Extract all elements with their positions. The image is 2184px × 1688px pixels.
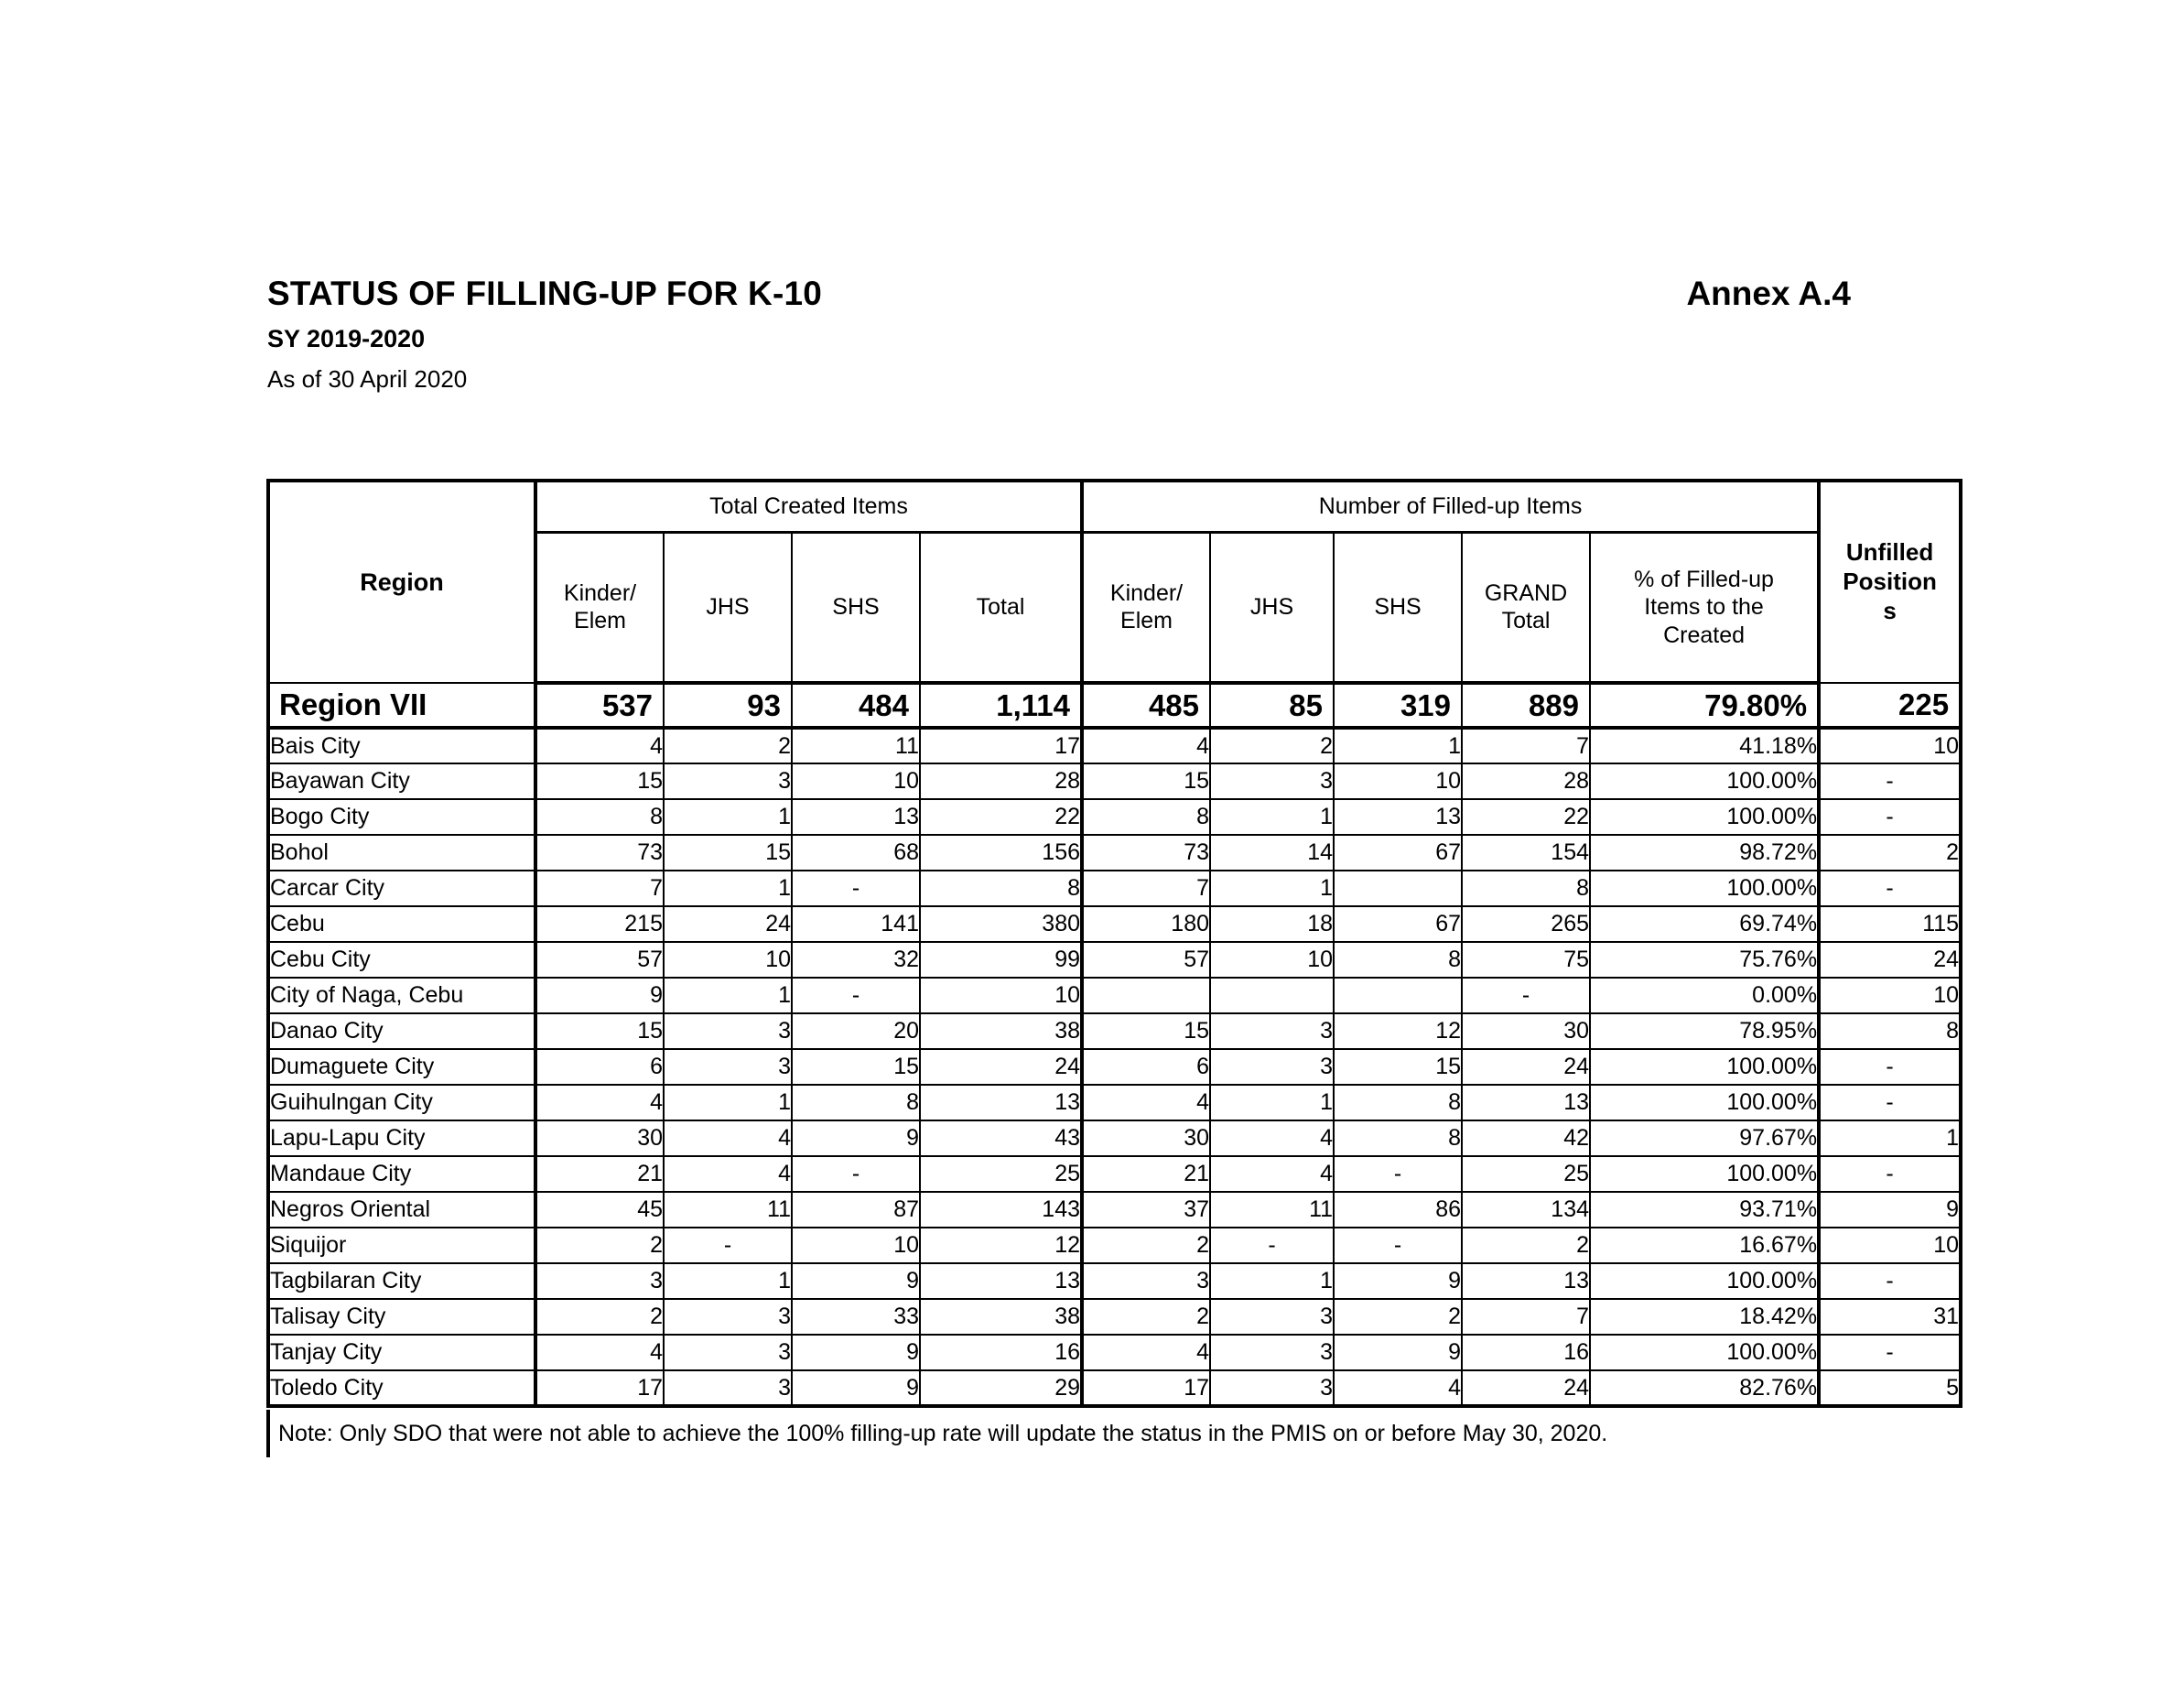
cell-unfilled: 31 <box>1819 1299 1961 1335</box>
unfilled-line-3: s <box>1883 596 1897 624</box>
header-filled-shs: SHS <box>1334 532 1462 683</box>
cell-grand-total: - <box>1462 978 1590 1013</box>
cell-created-kinder: 2 <box>535 1299 664 1335</box>
created-kinder-line-2: Elem <box>574 608 626 634</box>
table-row <box>268 871 1961 906</box>
cell-filled-shs: 1 <box>1334 728 1462 763</box>
table-row-region-label: Mandaue City <box>268 1156 535 1192</box>
cell-created-kinder: 4 <box>535 1085 664 1120</box>
cell-filled-shs: 13 <box>1334 799 1462 835</box>
table-row <box>268 978 1961 1013</box>
created-kinder-line-1: Kinder/ <box>563 579 637 606</box>
cell-created-shs: 13 <box>792 799 920 835</box>
cell-grand-total: 7 <box>1462 728 1590 763</box>
page-title: STATUS OF FILLING-UP FOR K-10 <box>267 275 823 312</box>
cell-created-kinder: 7 <box>535 871 664 906</box>
cell-unfilled: 24 <box>1819 942 1961 978</box>
cell-unfilled: 2 <box>1819 835 1961 871</box>
cell-percent: 100.00% <box>1590 763 1819 799</box>
cell-filled-jhs: 1 <box>1210 1085 1334 1120</box>
region-total-percent: 79.80% <box>1590 683 1819 728</box>
table-row <box>268 1120 1961 1156</box>
cell-created-total: 17 <box>920 728 1082 763</box>
cell-percent: 18.42% <box>1590 1299 1819 1335</box>
cell-filled-jhs: 3 <box>1210 1335 1334 1370</box>
cell-created-kinder: 3 <box>535 1263 664 1299</box>
cell-filled-kinder: 15 <box>1082 1013 1210 1049</box>
table-row-region-label: Toledo City <box>268 1370 535 1406</box>
cell-created-total: 38 <box>920 1299 1082 1335</box>
cell-filled-jhs: 3 <box>1210 1370 1334 1406</box>
cell-unfilled: 10 <box>1819 1228 1961 1263</box>
cell-filled-jhs <box>1210 978 1334 1013</box>
cell-percent: 100.00% <box>1590 1335 1819 1370</box>
cell-created-shs: - <box>792 1156 920 1192</box>
cell-unfilled: 9 <box>1819 1192 1961 1228</box>
region-total-filled-jhs: 85 <box>1210 683 1334 728</box>
cell-grand-total: 25 <box>1462 1156 1590 1192</box>
table-row <box>268 906 1961 942</box>
school-year-label: SY 2019-2020 <box>267 325 426 352</box>
table-row <box>268 763 1961 799</box>
region-total-created-total: 1,114 <box>920 683 1082 728</box>
table-row <box>268 1156 1961 1192</box>
cell-filled-shs: 67 <box>1334 906 1462 942</box>
table-row-region-label: Lapu-Lapu City <box>268 1120 535 1156</box>
table-row-region-total <box>268 683 1961 728</box>
cell-percent: 100.00% <box>1590 799 1819 835</box>
header-group-filled-up: Number of Filled-up Items <box>1082 481 1819 532</box>
cell-grand-total: 16 <box>1462 1335 1590 1370</box>
cell-created-jhs: 1 <box>664 978 792 1013</box>
pct-line-1: % of Filled-up <box>1634 566 1774 592</box>
cell-created-kinder: 15 <box>535 763 664 799</box>
table-row <box>268 1228 1961 1263</box>
table-row-region-label: Bais City <box>268 728 535 763</box>
cell-filled-kinder: 2 <box>1082 1228 1210 1263</box>
cell-percent: 97.67% <box>1590 1120 1819 1156</box>
table-row-region-label: Bohol <box>268 835 535 871</box>
cell-filled-kinder: 4 <box>1082 1335 1210 1370</box>
table-row-region-label: Tanjay City <box>268 1335 535 1370</box>
cell-filled-kinder: 180 <box>1082 906 1210 942</box>
cell-unfilled: 115 <box>1819 906 1961 942</box>
cell-created-shs: 8 <box>792 1085 920 1120</box>
cell-grand-total: 265 <box>1462 906 1590 942</box>
cell-created-shs: 141 <box>792 906 920 942</box>
table-row <box>268 1192 1961 1228</box>
cell-created-kinder: 4 <box>535 728 664 763</box>
cell-created-total: 38 <box>920 1013 1082 1049</box>
table-row-region-label: Danao City <box>268 1013 535 1049</box>
table-row <box>268 1370 1961 1406</box>
table-row-region-label: City of Naga, Cebu <box>268 978 535 1013</box>
region-total-unfilled: 225 <box>1819 683 1961 728</box>
table-group-header-row <box>268 481 1961 532</box>
cell-unfilled: - <box>1819 1049 1961 1085</box>
cell-created-total: 10 <box>920 978 1082 1013</box>
cell-created-kinder: 57 <box>535 942 664 978</box>
cell-filled-shs <box>1334 871 1462 906</box>
cell-created-total: 8 <box>920 871 1082 906</box>
cell-unfilled: - <box>1819 871 1961 906</box>
cell-filled-shs: 9 <box>1334 1263 1462 1299</box>
cell-unfilled: 10 <box>1819 728 1961 763</box>
cell-filled-kinder: 73 <box>1082 835 1210 871</box>
cell-grand-total: 2 <box>1462 1228 1590 1263</box>
table-row-region-label: Cebu <box>268 906 535 942</box>
cell-filled-shs: - <box>1334 1228 1462 1263</box>
cell-created-kinder: 15 <box>535 1013 664 1049</box>
cell-unfilled: - <box>1819 1263 1961 1299</box>
cell-filled-jhs: 4 <box>1210 1120 1334 1156</box>
cell-grand-total: 24 <box>1462 1370 1590 1406</box>
cell-filled-jhs: 3 <box>1210 1049 1334 1085</box>
cell-created-shs: 32 <box>792 942 920 978</box>
table-footnote-text: Note: Only SDO that were not able to achieve the 100% filling-up rate will update the status in the PMIS on or before May 30, 2020. <box>278 1420 1608 1446</box>
cell-percent: 16.67% <box>1590 1228 1819 1263</box>
cell-percent: 78.95% <box>1590 1013 1819 1049</box>
cell-filled-shs: 12 <box>1334 1013 1462 1049</box>
cell-percent: 82.76% <box>1590 1370 1819 1406</box>
title-row <box>267 275 1970 313</box>
cell-filled-kinder: 6 <box>1082 1049 1210 1085</box>
cell-filled-kinder: 17 <box>1082 1370 1210 1406</box>
cell-created-shs: 10 <box>792 763 920 799</box>
cell-filled-jhs: 4 <box>1210 1156 1334 1192</box>
cell-created-total: 156 <box>920 835 1082 871</box>
cell-created-jhs: - <box>664 1228 792 1263</box>
cell-created-jhs: 3 <box>664 1370 792 1406</box>
cell-grand-total: 22 <box>1462 799 1590 835</box>
header-created-shs: SHS <box>792 532 920 683</box>
cell-created-kinder: 4 <box>535 1335 664 1370</box>
cell-filled-shs: 9 <box>1334 1335 1462 1370</box>
cell-created-jhs: 1 <box>664 1085 792 1120</box>
cell-grand-total: 13 <box>1462 1263 1590 1299</box>
cell-created-shs: - <box>792 978 920 1013</box>
cell-filled-jhs: 3 <box>1210 1299 1334 1335</box>
cell-grand-total: 154 <box>1462 835 1590 871</box>
cell-grand-total: 42 <box>1462 1120 1590 1156</box>
cell-unfilled: 8 <box>1819 1013 1961 1049</box>
region-total-label: Region VII <box>268 683 535 728</box>
cell-created-shs: 9 <box>792 1263 920 1299</box>
region-total-created-jhs: 93 <box>664 683 792 728</box>
cell-created-kinder: 9 <box>535 978 664 1013</box>
cell-filled-jhs: 2 <box>1210 728 1334 763</box>
cell-created-jhs: 3 <box>664 1299 792 1335</box>
table-row-region-label: Guihulngan City <box>268 1085 535 1120</box>
table-footnote <box>266 1410 1973 1457</box>
cell-created-shs: 10 <box>792 1228 920 1263</box>
annex-label: Annex A.4 <box>1686 275 1851 312</box>
cell-filled-jhs: 3 <box>1210 763 1334 799</box>
header-filled-kinder-elem <box>1082 532 1210 683</box>
header-created-jhs: JHS <box>664 532 792 683</box>
table-row <box>268 1013 1961 1049</box>
cell-created-shs: 9 <box>792 1335 920 1370</box>
cell-created-kinder: 45 <box>535 1192 664 1228</box>
cell-created-kinder: 73 <box>535 835 664 871</box>
table-row-region-label: Siquijor <box>268 1228 535 1263</box>
cell-created-total: 99 <box>920 942 1082 978</box>
cell-filled-jhs: 18 <box>1210 906 1334 942</box>
cell-unfilled: - <box>1819 1335 1961 1370</box>
table-row-region-label: Dumaguete City <box>268 1049 535 1085</box>
header-region-label: Region <box>360 568 444 596</box>
region-total-grand-total: 889 <box>1462 683 1590 728</box>
table-row <box>268 1049 1961 1085</box>
header-created-total: Total <box>920 532 1082 683</box>
cell-filled-shs: 4 <box>1334 1370 1462 1406</box>
as-of-date-label: As of 30 April 2020 <box>267 365 468 393</box>
cell-unfilled: 1 <box>1819 1120 1961 1156</box>
cell-filled-shs: 15 <box>1334 1049 1462 1085</box>
cell-filled-kinder: 4 <box>1082 1085 1210 1120</box>
cell-filled-kinder: 7 <box>1082 871 1210 906</box>
cell-filled-jhs: - <box>1210 1228 1334 1263</box>
cell-filled-jhs: 14 <box>1210 835 1334 871</box>
cell-created-total: 25 <box>920 1156 1082 1192</box>
pct-line-2: Items to the <box>1644 594 1764 620</box>
cell-created-kinder: 2 <box>535 1228 664 1263</box>
header-group-total-created: Total Created Items <box>535 481 1082 532</box>
cell-filled-shs: 86 <box>1334 1192 1462 1228</box>
header-created-kinder-elem <box>535 532 664 683</box>
cell-created-shs: - <box>792 871 920 906</box>
cell-filled-kinder: 3 <box>1082 1263 1210 1299</box>
cell-created-jhs: 1 <box>664 1263 792 1299</box>
cell-percent: 100.00% <box>1590 1085 1819 1120</box>
cell-created-total: 16 <box>920 1335 1082 1370</box>
cell-unfilled: - <box>1819 1085 1961 1120</box>
cell-created-shs: 9 <box>792 1370 920 1406</box>
cell-created-kinder: 6 <box>535 1049 664 1085</box>
cell-filled-kinder <box>1082 978 1210 1013</box>
cell-filled-jhs: 1 <box>1210 1263 1334 1299</box>
table-row <box>268 1263 1961 1299</box>
cell-filled-jhs: 1 <box>1210 871 1334 906</box>
cell-percent: 75.76% <box>1590 942 1819 978</box>
grand-line-2: Total <box>1501 608 1551 634</box>
region-total-created-kinder: 537 <box>535 683 664 728</box>
table-row <box>268 1085 1961 1120</box>
cell-created-jhs: 2 <box>664 728 792 763</box>
grand-line-1: GRAND <box>1484 579 1568 606</box>
header-grand-total <box>1462 532 1590 683</box>
cell-created-shs: 20 <box>792 1013 920 1049</box>
table-row <box>268 799 1961 835</box>
cell-filled-kinder: 57 <box>1082 942 1210 978</box>
cell-created-jhs: 1 <box>664 871 792 906</box>
cell-created-jhs: 4 <box>664 1156 792 1192</box>
filling-up-status-table <box>266 479 1962 1408</box>
cell-created-jhs: 15 <box>664 835 792 871</box>
cell-filled-kinder: 4 <box>1082 728 1210 763</box>
cell-created-kinder: 17 <box>535 1370 664 1406</box>
cell-percent: 100.00% <box>1590 1049 1819 1085</box>
cell-filled-jhs: 1 <box>1210 799 1334 835</box>
region-total-created-shs: 484 <box>792 683 920 728</box>
table-body <box>268 683 1961 1406</box>
cell-filled-kinder: 15 <box>1082 763 1210 799</box>
table-row-region-label: Bayawan City <box>268 763 535 799</box>
cell-filled-kinder: 30 <box>1082 1120 1210 1156</box>
cell-grand-total: 134 <box>1462 1192 1590 1228</box>
cell-created-shs: 33 <box>792 1299 920 1335</box>
cell-percent: 69.74% <box>1590 906 1819 942</box>
cell-filled-shs <box>1334 978 1462 1013</box>
unfilled-line-2: Position <box>1843 568 1937 596</box>
cell-created-shs: 15 <box>792 1049 920 1085</box>
cell-percent: 41.18% <box>1590 728 1819 763</box>
cell-filled-shs: 8 <box>1334 1120 1462 1156</box>
region-total-filled-shs: 319 <box>1334 683 1462 728</box>
cell-grand-total: 7 <box>1462 1299 1590 1335</box>
cell-created-jhs: 10 <box>664 942 792 978</box>
filled-kinder-line-1: Kinder/ <box>1109 579 1184 606</box>
header-percent-filled <box>1590 532 1819 683</box>
cell-filled-jhs: 3 <box>1210 1013 1334 1049</box>
cell-created-total: 29 <box>920 1370 1082 1406</box>
cell-filled-jhs: 11 <box>1210 1192 1334 1228</box>
cell-percent: 0.00% <box>1590 978 1819 1013</box>
header-filled-jhs: JHS <box>1210 532 1334 683</box>
cell-created-total: 13 <box>920 1263 1082 1299</box>
cell-filled-kinder: 2 <box>1082 1299 1210 1335</box>
cell-created-total: 13 <box>920 1085 1082 1120</box>
table-row-region-label: Cebu City <box>268 942 535 978</box>
cell-created-total: 22 <box>920 799 1082 835</box>
cell-grand-total: 30 <box>1462 1013 1590 1049</box>
cell-created-total: 12 <box>920 1228 1082 1263</box>
filled-kinder-line-2: Elem <box>1120 608 1173 634</box>
cell-created-kinder: 215 <box>535 906 664 942</box>
cell-grand-total: 24 <box>1462 1049 1590 1085</box>
cell-percent: 100.00% <box>1590 1263 1819 1299</box>
cell-grand-total: 75 <box>1462 942 1590 978</box>
header-unfilled-positions-label <box>1821 538 1959 625</box>
cell-filled-kinder: 37 <box>1082 1192 1210 1228</box>
cell-filled-shs: 67 <box>1334 835 1462 871</box>
cell-created-jhs: 4 <box>664 1120 792 1156</box>
cell-created-jhs: 3 <box>664 1013 792 1049</box>
cell-unfilled: - <box>1819 763 1961 799</box>
cell-grand-total: 28 <box>1462 763 1590 799</box>
cell-created-shs: 68 <box>792 835 920 871</box>
cell-filled-kinder: 21 <box>1082 1156 1210 1192</box>
table-row <box>268 942 1961 978</box>
table-row-region-label: Tagbilaran City <box>268 1263 535 1299</box>
cell-filled-shs: 10 <box>1334 763 1462 799</box>
cell-created-total: 143 <box>920 1192 1082 1228</box>
cell-created-jhs: 3 <box>664 1049 792 1085</box>
filling-up-status-table-wrap <box>266 479 1961 1408</box>
cell-filled-shs: 2 <box>1334 1299 1462 1335</box>
table-row-region-label: Bogo City <box>268 799 535 835</box>
cell-created-kinder: 30 <box>535 1120 664 1156</box>
cell-created-shs: 87 <box>792 1192 920 1228</box>
table-row-region-label: Carcar City <box>268 871 535 906</box>
table-row <box>268 728 1961 763</box>
table-row <box>268 1299 1961 1335</box>
cell-percent: 100.00% <box>1590 1156 1819 1192</box>
cell-created-jhs: 24 <box>664 906 792 942</box>
header-region <box>268 481 535 683</box>
cell-unfilled: - <box>1819 799 1961 835</box>
table-row-region-label: Talisay City <box>268 1299 535 1335</box>
cell-unfilled: 5 <box>1819 1370 1961 1406</box>
document-header <box>267 275 1970 394</box>
table-row-region-label: Negros Oriental <box>268 1192 535 1228</box>
unfilled-line-1: Unfilled <box>1845 538 1934 567</box>
cell-filled-shs: 8 <box>1334 1085 1462 1120</box>
cell-filled-kinder: 8 <box>1082 799 1210 835</box>
pct-line-3: Created <box>1663 622 1746 648</box>
cell-created-kinder: 21 <box>535 1156 664 1192</box>
cell-unfilled: 10 <box>1819 978 1961 1013</box>
region-total-filled-kinder: 485 <box>1082 683 1210 728</box>
cell-created-total: 380 <box>920 906 1082 942</box>
cell-created-shs: 9 <box>792 1120 920 1156</box>
cell-percent: 93.71% <box>1590 1192 1819 1228</box>
table-row <box>268 835 1961 871</box>
header-unfilled-positions <box>1819 481 1961 683</box>
cell-percent: 100.00% <box>1590 871 1819 906</box>
cell-created-total: 28 <box>920 763 1082 799</box>
cell-created-jhs: 3 <box>664 1335 792 1370</box>
cell-created-total: 24 <box>920 1049 1082 1085</box>
cell-created-kinder: 8 <box>535 799 664 835</box>
cell-created-total: 43 <box>920 1120 1082 1156</box>
cell-filled-jhs: 10 <box>1210 942 1334 978</box>
cell-created-shs: 11 <box>792 728 920 763</box>
cell-filled-shs: - <box>1334 1156 1462 1192</box>
cell-grand-total: 8 <box>1462 871 1590 906</box>
table-row <box>268 1335 1961 1370</box>
cell-filled-shs: 8 <box>1334 942 1462 978</box>
cell-created-jhs: 11 <box>664 1192 792 1228</box>
cell-percent: 98.72% <box>1590 835 1819 871</box>
cell-created-jhs: 1 <box>664 799 792 835</box>
cell-created-jhs: 3 <box>664 763 792 799</box>
cell-grand-total: 13 <box>1462 1085 1590 1120</box>
cell-unfilled: - <box>1819 1156 1961 1192</box>
